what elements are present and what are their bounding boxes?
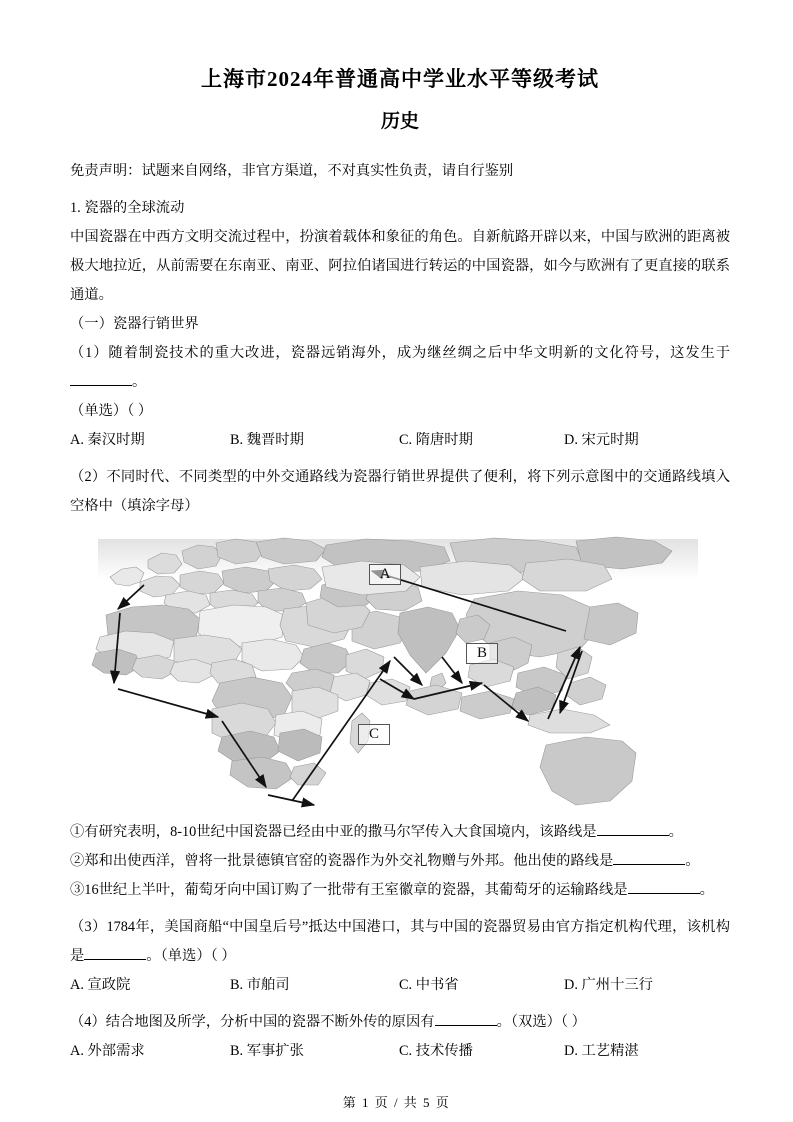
option-b[interactable] (230, 1037, 304, 1066)
map-item-3-text: 16世纪上半叶，葡萄牙向中国订购了一批带有王室徽章的瓷器，其葡萄牙的运输路线是 (84, 881, 628, 898)
question-1-intro: 中国瓷器在中西方文明交流过程中，扮演着载体和象征的角色。自新航路开辟以来，中国与欧洲的距离被极大地拉近，从前需要在东南亚、南亚、阿拉伯诸国进行转运的中国瓷器，如今与欧洲有了更直接的联系通道。 (70, 228, 730, 303)
option-a-text: 宣政院 (87, 976, 131, 993)
option-c-letter: C. (399, 976, 413, 993)
sub-question-3-stem (70, 913, 730, 971)
answer-blank[interactable] (70, 372, 132, 386)
option-c[interactable] (399, 1037, 473, 1066)
option-d-letter: D. (564, 976, 578, 993)
option-c-text: 隋唐时期 (415, 431, 473, 448)
answer-blank[interactable] (613, 851, 685, 865)
option-b[interactable] (230, 426, 304, 455)
map-item-1-text: 有研究表明，8-10世纪中国瓷器已经由中亚的撒马尔罕传入大食国境内，该路线是 (84, 823, 597, 840)
disclaimer-text: 免责声明：试题来自网络，非官方渠道，不对真实性负责，请自行鉴别 (70, 162, 514, 179)
option-d-text: 工艺精湛 (581, 1042, 639, 1059)
map-item-2-marker: ② (70, 852, 85, 869)
map-label-c: C (358, 724, 390, 745)
sub-question-2-stem: （2）不同时代、不同类型的中外交通路线为瓷器行销世界提供了便利，将下列示意图中的交通路线填入空格中（填涂字母） (70, 468, 730, 514)
option-b[interactable] (230, 971, 290, 1000)
sub-question-4-stem (70, 1008, 730, 1037)
world-map-figure (70, 533, 730, 818)
map-item-1-tail: 。 (668, 823, 683, 840)
option-b-text: 魏晋时期 (246, 431, 304, 448)
option-d[interactable] (564, 971, 653, 1000)
sub-question-1-options (70, 426, 730, 455)
sub-question-1-stem-tail: 。 (132, 373, 147, 390)
option-c-letter: C. (399, 1042, 413, 1059)
option-c[interactable] (399, 971, 459, 1000)
sub-question-4-stem-text: （4）结合地图及所学，分析中国的瓷器不断外传的原因有 (70, 1013, 435, 1030)
option-b-letter: B. (230, 431, 244, 448)
map-label-a: A (369, 564, 401, 585)
sub-question-3-stem-text: （3）1784年，美国商船“中国皇后号”抵达中国港口，其与中国的瓷器贸易由官方指定机构代理，该机构是 (70, 918, 730, 964)
option-a-letter: A. (70, 976, 84, 993)
sub-question-1-select-hint: （单选）（ ） (70, 402, 153, 419)
sub-question-4-options (70, 1037, 730, 1066)
subject-title: 历史 (380, 111, 419, 133)
option-a-text: 秦汉时期 (87, 431, 145, 448)
option-b-text: 军事扩张 (246, 1042, 304, 1059)
map-label-b: B (466, 643, 498, 664)
map-item-3-tail: 。 (699, 881, 714, 898)
question-1-heading: 1. 瓷器的全球流动 (70, 199, 185, 216)
option-d-text: 广州十三行 (581, 976, 653, 993)
route-arrow-gulf (118, 689, 218, 717)
option-d-letter: D. (564, 431, 578, 448)
answer-blank[interactable] (435, 1012, 497, 1026)
map-item-3-marker: ③ (70, 881, 85, 898)
option-c-text: 中书省 (415, 976, 459, 993)
route-arrow-cape-round (268, 795, 314, 805)
sub-question-4-stem-tail: 。（双选）（ ） (496, 1013, 586, 1030)
option-a-letter: A. (70, 431, 84, 448)
map-item-1-marker: ① (70, 823, 85, 840)
page-title: 上海市2024年普通高中学业水平等级考试 (201, 67, 599, 91)
document-content (70, 0, 730, 1066)
map-item-2-text: 郑和出使西洋，曾将一批景德镇官窑的瓷器作为外交礼物赠与外邦。他出使的路线是 (84, 852, 614, 869)
sub-question-3-stem-tail: 。（单选）（ ） (146, 947, 236, 964)
section-one-heading: （一）瓷器行销世界 (70, 315, 199, 332)
option-d[interactable] (564, 426, 639, 455)
option-a-text: 外部需求 (87, 1042, 145, 1059)
option-c-text: 技术传播 (415, 1042, 473, 1059)
route-arrow-bengal (442, 657, 462, 683)
answer-blank[interactable] (628, 880, 700, 894)
sub-question-1-stem (70, 339, 730, 397)
option-a[interactable] (70, 1037, 145, 1066)
option-b-letter: B. (230, 1042, 244, 1059)
option-c-letter: C. (399, 431, 413, 448)
option-a-letter: A. (70, 1042, 84, 1059)
map-item-2 (70, 847, 730, 876)
option-b-text: 市舶司 (246, 976, 290, 993)
option-a[interactable] (70, 426, 145, 455)
option-b-letter: B. (230, 976, 244, 993)
option-d-letter: D. (564, 1042, 578, 1059)
map-item-3 (70, 876, 730, 905)
option-c[interactable] (399, 426, 473, 455)
option-a[interactable] (70, 971, 130, 1000)
option-d-text: 宋元时期 (581, 431, 639, 448)
route-arrow-iberia-down (118, 585, 144, 609)
map-item-2-tail: 。 (685, 852, 700, 869)
map-item-1 (70, 818, 730, 847)
sub-question-1-stem-text: （1）随着制瓷技术的重大改进，瓷器远销海外，成为继丝绸之后中华文明新的文化符号，这发生于 (70, 344, 730, 361)
answer-blank[interactable] (84, 946, 146, 960)
sub-question-3-options (70, 971, 730, 1000)
page-footer: 第 1 页 / 共 5 页 (342, 1095, 451, 1110)
answer-blank[interactable] (597, 822, 669, 836)
option-d[interactable] (564, 1037, 639, 1066)
